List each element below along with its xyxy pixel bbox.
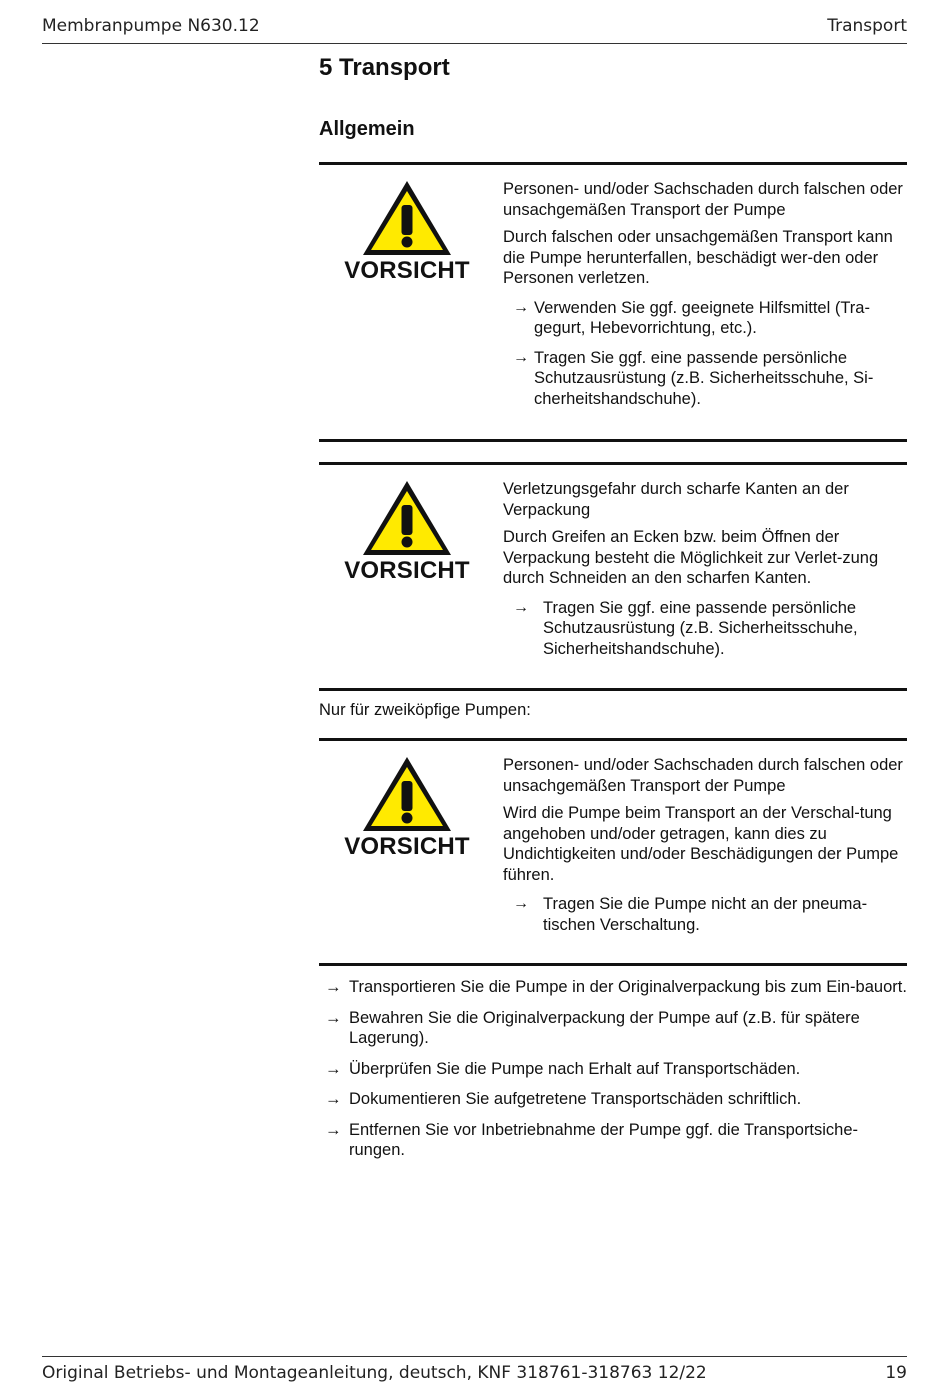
warning-triangle-icon [361,479,453,557]
page-number: 19 [885,1363,907,1383]
warning-heading: Personen- und/oder Sachschaden durch falschen oder unsachgemäßen Transport der Pumpe [503,180,903,219]
footer-document-info: Original Betriebs- und Montageanleitung, deutsch, KNF 318761-318763 12/22 [42,1363,707,1383]
warning-step [503,598,907,660]
header-document-title: Membranpumpe N630.12 [42,16,260,36]
page-content [319,52,907,1171]
warning-box [319,162,907,442]
instruction-list [319,977,907,1161]
arrow-right-icon: → [513,348,529,366]
warning-step [503,348,907,410]
signal-word: VORSICHT [344,557,470,584]
instruction-step [319,1008,907,1049]
arrow-right-icon: → [325,1008,342,1027]
instruction-text: Entfernen Sie vor Inbetriebnahme der Pumpe ggf. die Transportsiche-rungen. [349,1120,859,1159]
warning-symbol [319,165,495,285]
page-header [42,16,907,44]
warning-step-text: Tragen Sie ggf. eine passende persönliche Schutzausrüstung (z.B. Sicherheitsschuhe, Sicherheitshandschuhe). [543,598,858,658]
warning-step [503,894,907,935]
note-text: Nur für zweiköpfige Pumpen: [319,701,531,719]
warning-box [319,738,907,966]
arrow-right-icon: → [325,978,342,996]
signal-word: VORSICHT [344,257,470,284]
instruction-text: Dokumentieren Sie aufgetretene Transportschäden schriftlich. [349,1090,802,1108]
instruction-text: Transportieren Sie die Pumpe in der Originalverpackung bis zum Ein-bauort. [349,978,907,996]
arrow-right-icon: → [513,895,529,912]
section-title: Allgemein [319,118,415,140]
warning-text [503,755,907,944]
warning-box [319,462,907,691]
instruction-step [319,1120,907,1161]
warning-step-text: Tragen Sie die Pumpe nicht an der pneuma-tischen Verschaltung. [543,895,868,934]
header-section-title: Transport [827,16,907,36]
warning-heading: Verletzungsgefahr durch scharfe Kanten an der Verpackung [503,480,849,519]
warning-text [503,179,907,418]
arrow-right-icon: → [513,298,529,316]
warning-triangle-icon [361,755,453,833]
warning-step-text: Verwenden Sie ggf. geeignete Hilfsmittel (Tra-gegurt, Hebevorrichtung, etc.). [534,298,870,337]
instruction-step [319,977,907,998]
arrow-right-icon: → [325,1059,342,1078]
warning-body: Durch falschen oder unsachgemäßen Transport kann die Pumpe herunterfallen, beschädigt wer-den oder Personen verletzen. [503,228,893,287]
instruction-text: Überprüfen Sie die Pumpe nach Erhalt auf Transportschäden. [349,1059,801,1078]
warning-triangle-icon [361,179,453,257]
instruction-text: Bewahren Sie die Originalverpackung der Pumpe auf (z.B. für spätere Lagerung). [349,1008,860,1047]
chapter-title: 5 Transport [319,54,450,81]
warning-body: Wird die Pumpe beim Transport an der Verschal-tung angehoben und/oder getragen, kann dies zu Undichtigkeiten und/oder Beschädigungen der Pumpe führen. [503,804,899,884]
warning-step [503,298,907,339]
warning-symbol [319,741,495,861]
warning-symbol [319,465,495,585]
arrow-right-icon: → [325,1120,342,1139]
page-footer [42,1356,907,1387]
instruction-step [319,1059,907,1080]
signal-word: VORSICHT [344,833,470,860]
arrow-right-icon: → [513,598,529,616]
warning-step-text: Tragen Sie ggf. eine passende persönliche Schutzausrüstung (z.B. Sicherheitsschuhe, Si-cherheitshandschuhe). [534,348,874,408]
warning-heading: Personen- und/oder Sachschaden durch falschen oder unsachgemäßen Transport der Pumpe [503,756,903,795]
arrow-right-icon: → [325,1090,342,1108]
instruction-step [319,1089,907,1110]
warning-text [503,479,907,668]
warning-body: Durch Greifen an Ecken bzw. beim Öffnen der Verpackung besteht die Möglichkeit zur Verlet-zung durch Schneiden an den scharfen Kanten. [503,528,879,587]
